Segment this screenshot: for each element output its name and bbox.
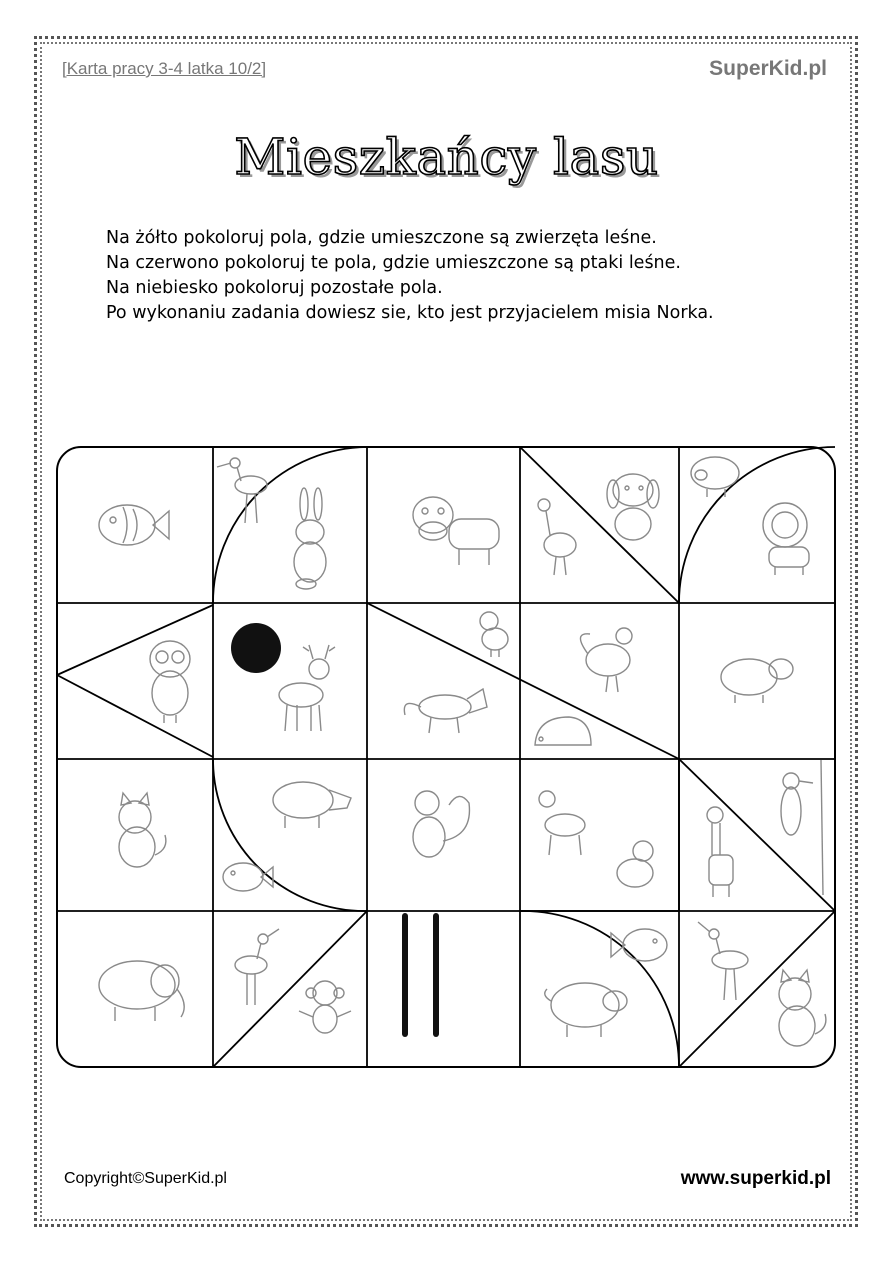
bird-leg-left xyxy=(402,913,408,1037)
copyright-text: Copyright©SuperKid.pl xyxy=(64,1170,227,1187)
instructions-list xyxy=(106,226,714,326)
board-outline xyxy=(57,447,835,1067)
brand-label: SuperKid.pl xyxy=(709,57,827,80)
coloring-board xyxy=(55,445,837,1070)
bird-eye-dot xyxy=(231,623,281,673)
instruction-line: Na czerwono pokoloruj te pola, gdzie umieszczone są ptaki leśne. xyxy=(106,253,681,273)
website-link[interactable]: www.superkid.pl xyxy=(680,1168,831,1189)
bird-leg-right xyxy=(433,913,439,1037)
instruction-line: Na niebiesko pokoloruj pozostałe pola. xyxy=(106,278,443,298)
instruction-line: Na żółto pokoloruj pola, gdzie umieszczone są zwierzęta leśne. xyxy=(106,228,657,248)
page-title: Mieszkańcy lasu xyxy=(234,128,659,186)
instruction-line: Po wykonaniu zadania dowiesz sie, kto jest przyjacielem misia Norka. xyxy=(106,303,714,323)
worksheet-label: [Karta pracy 3-4 latka 10/2] xyxy=(62,59,267,78)
